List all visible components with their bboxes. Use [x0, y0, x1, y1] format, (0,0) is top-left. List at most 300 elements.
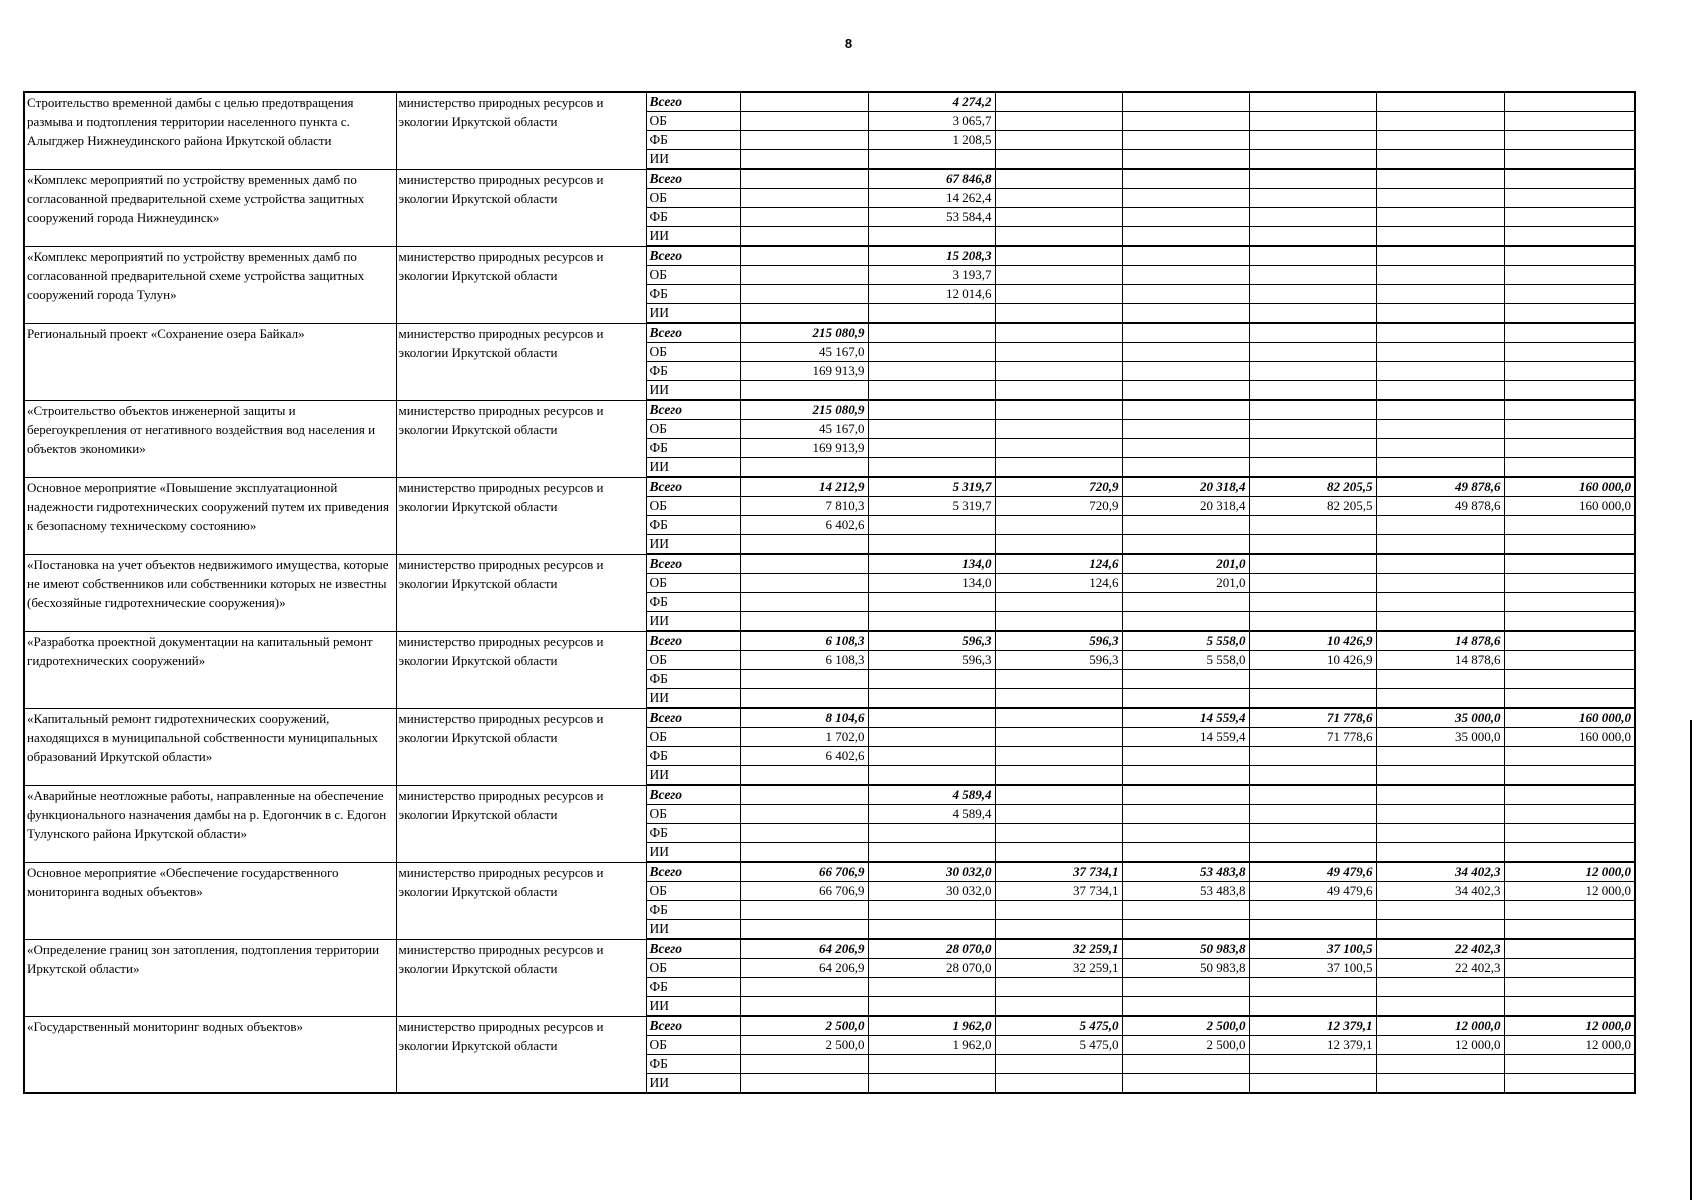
amount-cell: 5 558,0 [1122, 651, 1249, 670]
amount-cell [1122, 593, 1249, 612]
amount-cell [1249, 843, 1376, 863]
funding-source-cell: ОБ [646, 959, 740, 978]
amount-cell [868, 978, 995, 997]
amount-cell: 49 878,6 [1376, 477, 1504, 497]
amount-cell [868, 227, 995, 247]
funding-source-cell: ИИ [646, 997, 740, 1017]
activity-name-cell: «Определение границ зон затопления, подтопления территории Иркутской области» [24, 939, 396, 1016]
amount-cell: 82 205,5 [1249, 477, 1376, 497]
amount-cell [1504, 266, 1635, 285]
amount-cell [1122, 227, 1249, 247]
funding-source-cell: ОБ [646, 497, 740, 516]
amount-cell [740, 458, 868, 478]
amount-cell [1504, 381, 1635, 401]
amount-cell: 134,0 [868, 554, 995, 574]
amount-cell [1376, 189, 1504, 208]
table-row [24, 1016, 1635, 1036]
activity-name-cell: Региональный проект «Сохранение озера Байкал» [24, 323, 396, 400]
amount-cell [1249, 189, 1376, 208]
amount-cell [995, 246, 1122, 266]
funding-source-cell: ОБ [646, 882, 740, 901]
amount-cell [1122, 304, 1249, 324]
funding-source-cell: Всего [646, 631, 740, 651]
amount-cell [1122, 246, 1249, 266]
amount-cell [868, 323, 995, 343]
amount-cell [1122, 824, 1249, 843]
activity-name-cell: Основное мероприятие «Обеспечение государственного мониторинга водных объектов» [24, 862, 396, 939]
amount-cell [1504, 400, 1635, 420]
amount-cell: 49 479,6 [1249, 862, 1376, 882]
funding-source-cell: Всего [646, 323, 740, 343]
amount-cell: 66 706,9 [740, 882, 868, 901]
amount-cell: 596,3 [868, 631, 995, 651]
funding-source-cell: ИИ [646, 304, 740, 324]
amount-cell [868, 458, 995, 478]
amount-cell [740, 785, 868, 805]
amount-cell [1122, 131, 1249, 150]
amount-cell [995, 381, 1122, 401]
funding-source-cell: Всего [646, 939, 740, 959]
amount-cell [995, 362, 1122, 381]
table-row [24, 169, 1635, 189]
amount-cell [1249, 246, 1376, 266]
amount-cell [1376, 266, 1504, 285]
amount-cell [1376, 535, 1504, 555]
table-row [24, 477, 1635, 497]
amount-cell: 37 734,1 [995, 882, 1122, 901]
budget-table [23, 91, 1636, 1094]
amount-cell [740, 266, 868, 285]
amount-cell: 10 426,9 [1249, 631, 1376, 651]
amount-cell [740, 593, 868, 612]
amount-cell: 45 167,0 [740, 420, 868, 439]
amount-cell: 71 778,6 [1249, 728, 1376, 747]
amount-cell: 160 000,0 [1504, 708, 1635, 728]
amount-cell [1376, 362, 1504, 381]
responsible-executor-cell: министерство природных ресурсов и экологии Иркутской области [396, 554, 646, 631]
amount-cell [1249, 766, 1376, 786]
amount-cell [868, 824, 995, 843]
funding-source-cell: Всего [646, 92, 740, 112]
amount-cell [1249, 208, 1376, 227]
amount-cell: 1 962,0 [868, 1016, 995, 1036]
amount-cell: 37 100,5 [1249, 959, 1376, 978]
amount-cell [1249, 381, 1376, 401]
amount-cell: 50 983,8 [1122, 939, 1249, 959]
amount-cell [995, 785, 1122, 805]
amount-cell [1122, 323, 1249, 343]
funding-source-cell: ИИ [646, 920, 740, 940]
amount-cell [1376, 554, 1504, 574]
amount-cell [1122, 400, 1249, 420]
amount-cell: 169 913,9 [740, 362, 868, 381]
amount-cell: 6 108,3 [740, 631, 868, 651]
funding-source-cell: Всего [646, 169, 740, 189]
activity-name-cell: «Капитальный ремонт гидротехнических сооружений, находящихся в муниципальной собственности муниципальных образований Иркутской области» [24, 708, 396, 785]
amount-cell [1249, 689, 1376, 709]
amount-cell [1504, 670, 1635, 689]
amount-cell: 64 206,9 [740, 939, 868, 959]
amount-cell [1376, 169, 1504, 189]
amount-cell [995, 169, 1122, 189]
amount-cell: 5 319,7 [868, 497, 995, 516]
amount-cell [1504, 246, 1635, 266]
amount-cell [995, 824, 1122, 843]
funding-source-cell: ИИ [646, 766, 740, 786]
amount-cell [1504, 362, 1635, 381]
amount-cell [1249, 612, 1376, 632]
amount-cell: 720,9 [995, 477, 1122, 497]
amount-cell: 12 000,0 [1504, 862, 1635, 882]
amount-cell: 15 208,3 [868, 246, 995, 266]
table-row [24, 554, 1635, 574]
amount-cell [1376, 304, 1504, 324]
amount-cell [1376, 920, 1504, 940]
amount-cell [1249, 400, 1376, 420]
amount-cell [1376, 400, 1504, 420]
amount-cell [1249, 169, 1376, 189]
amount-cell [1122, 978, 1249, 997]
amount-cell [740, 574, 868, 593]
amount-cell [1249, 1055, 1376, 1074]
amount-cell [1504, 420, 1635, 439]
amount-cell: 28 070,0 [868, 939, 995, 959]
amount-cell [1376, 227, 1504, 247]
amount-cell [995, 131, 1122, 150]
amount-cell [868, 728, 995, 747]
amount-cell [1504, 439, 1635, 458]
funding-source-cell: ФБ [646, 901, 740, 920]
activity-name-cell: «Комплекс мероприятий по устройству временных дамб по согласованной предварительной схеме устройства защитных сооружений города Тулун» [24, 246, 396, 323]
funding-source-cell: ИИ [646, 381, 740, 401]
amount-cell [1376, 901, 1504, 920]
amount-cell [1249, 535, 1376, 555]
amount-cell [995, 747, 1122, 766]
activity-name-cell: «Аварийные неотложные работы, направленные на обеспечение функционального назначения дамбы на р. Едогончик в с. Едогон Тулунского района Иркутской области» [24, 785, 396, 862]
amount-cell [995, 612, 1122, 632]
amount-cell [1504, 939, 1635, 959]
amount-cell [1504, 920, 1635, 940]
amount-cell: 22 402,3 [1376, 959, 1504, 978]
amount-cell: 45 167,0 [740, 343, 868, 362]
responsible-executor-cell: министерство природных ресурсов и экологии Иркутской области [396, 1016, 646, 1093]
amount-cell: 160 000,0 [1504, 477, 1635, 497]
amount-cell [868, 593, 995, 612]
amount-cell [1249, 554, 1376, 574]
amount-cell: 53 483,8 [1122, 882, 1249, 901]
amount-cell [1249, 805, 1376, 824]
amount-cell [1376, 1074, 1504, 1094]
amount-cell [995, 708, 1122, 728]
amount-cell [995, 516, 1122, 535]
amount-cell: 2 500,0 [1122, 1036, 1249, 1055]
amount-cell [1376, 439, 1504, 458]
amount-cell: 37 100,5 [1249, 939, 1376, 959]
amount-cell [740, 766, 868, 786]
amount-cell [1376, 131, 1504, 150]
amount-cell [1249, 343, 1376, 362]
funding-source-cell: ИИ [646, 689, 740, 709]
amount-cell [868, 420, 995, 439]
amount-cell: 14 212,9 [740, 477, 868, 497]
amount-cell: 14 878,6 [1376, 631, 1504, 651]
amount-cell [1122, 92, 1249, 112]
amount-cell [1122, 439, 1249, 458]
amount-cell [1122, 1055, 1249, 1074]
funding-source-cell: ОБ [646, 805, 740, 824]
amount-cell: 12 014,6 [868, 285, 995, 304]
amount-cell [1504, 997, 1635, 1017]
amount-cell: 37 734,1 [995, 862, 1122, 882]
funding-source-cell: ФБ [646, 1055, 740, 1074]
amount-cell [995, 1074, 1122, 1094]
amount-cell [1122, 920, 1249, 940]
amount-cell [740, 920, 868, 940]
amount-cell [1376, 150, 1504, 170]
amount-cell: 4 589,4 [868, 785, 995, 805]
amount-cell [995, 593, 1122, 612]
amount-cell [1122, 997, 1249, 1017]
amount-cell: 14 559,4 [1122, 728, 1249, 747]
funding-source-cell: Всего [646, 554, 740, 574]
amount-cell [1504, 593, 1635, 612]
amount-cell: 124,6 [995, 554, 1122, 574]
amount-cell: 2 500,0 [1122, 1016, 1249, 1036]
amount-cell [1504, 343, 1635, 362]
amount-cell [1122, 843, 1249, 863]
funding-source-cell: ФБ [646, 670, 740, 689]
amount-cell [1249, 131, 1376, 150]
amount-cell [1122, 169, 1249, 189]
amount-cell [1122, 766, 1249, 786]
amount-cell: 1 962,0 [868, 1036, 995, 1055]
table-row [24, 631, 1635, 651]
amount-cell: 28 070,0 [868, 959, 995, 978]
funding-source-cell: ОБ [646, 728, 740, 747]
amount-cell: 2 500,0 [740, 1016, 868, 1036]
amount-cell [868, 766, 995, 786]
amount-cell: 32 259,1 [995, 939, 1122, 959]
amount-cell [740, 824, 868, 843]
amount-cell [1376, 805, 1504, 824]
funding-source-cell: ОБ [646, 189, 740, 208]
amount-cell [1122, 381, 1249, 401]
amount-cell [1249, 824, 1376, 843]
amount-cell: 12 000,0 [1504, 882, 1635, 901]
amount-cell [1504, 169, 1635, 189]
amount-cell [1249, 1074, 1376, 1094]
amount-cell [1249, 574, 1376, 593]
amount-cell [1376, 593, 1504, 612]
amount-cell: 22 402,3 [1376, 939, 1504, 959]
amount-cell [1376, 997, 1504, 1017]
amount-cell [1249, 92, 1376, 112]
amount-cell: 3 065,7 [868, 112, 995, 131]
amount-cell [1122, 362, 1249, 381]
amount-cell [1249, 362, 1376, 381]
amount-cell [1504, 978, 1635, 997]
amount-cell: 10 426,9 [1249, 651, 1376, 670]
amount-cell [868, 670, 995, 689]
amount-cell [1122, 516, 1249, 535]
amount-cell: 215 080,9 [740, 400, 868, 420]
responsible-executor-cell: министерство природных ресурсов и экологии Иркутской области [396, 92, 646, 169]
funding-source-cell: ОБ [646, 266, 740, 285]
amount-cell [995, 901, 1122, 920]
amount-cell [1504, 516, 1635, 535]
amount-cell [1376, 516, 1504, 535]
amount-cell [1249, 439, 1376, 458]
table-row [24, 246, 1635, 266]
responsible-executor-cell: министерство природных ресурсов и экологии Иркутской области [396, 785, 646, 862]
funding-source-cell: ФБ [646, 516, 740, 535]
page-number: 8 [844, 36, 853, 51]
amount-cell [868, 516, 995, 535]
amount-cell [1504, 323, 1635, 343]
amount-cell [740, 535, 868, 555]
funding-source-cell: ОБ [646, 112, 740, 131]
responsible-executor-cell: министерство природных ресурсов и экологии Иркутской области [396, 400, 646, 477]
amount-cell: 201,0 [1122, 574, 1249, 593]
funding-source-cell: Всего [646, 862, 740, 882]
responsible-executor-cell: министерство природных ресурсов и экологии Иркутской области [396, 708, 646, 785]
amount-cell [868, 150, 995, 170]
amount-cell [868, 1074, 995, 1094]
amount-cell [868, 901, 995, 920]
amount-cell: 5 558,0 [1122, 631, 1249, 651]
amount-cell [1122, 1074, 1249, 1094]
amount-cell [1376, 1055, 1504, 1074]
amount-cell: 49 479,6 [1249, 882, 1376, 901]
amount-cell [868, 535, 995, 555]
responsible-executor-cell: министерство природных ресурсов и экологии Иркутской области [396, 477, 646, 554]
amount-cell: 34 402,3 [1376, 862, 1504, 882]
amount-cell [740, 997, 868, 1017]
activity-name-cell: Основное мероприятие «Повышение эксплуатационной надежности гидротехнических сооружений путем их приведения к безопасному техническому состоянию» [24, 477, 396, 554]
amount-cell [1376, 747, 1504, 766]
amount-cell [1122, 343, 1249, 362]
amount-cell [1376, 574, 1504, 593]
amount-cell [740, 227, 868, 247]
amount-cell [1504, 747, 1635, 766]
amount-cell: 201,0 [1122, 554, 1249, 574]
amount-cell [868, 997, 995, 1017]
amount-cell [995, 285, 1122, 304]
amount-cell [740, 131, 868, 150]
amount-cell [740, 246, 868, 266]
amount-cell [868, 381, 995, 401]
funding-source-cell: ОБ [646, 343, 740, 362]
amount-cell [1376, 843, 1504, 863]
amount-cell [995, 843, 1122, 863]
amount-cell [1504, 651, 1635, 670]
amount-cell [1122, 612, 1249, 632]
amount-cell: 2 500,0 [740, 1036, 868, 1055]
amount-cell [1122, 266, 1249, 285]
amount-cell: 20 318,4 [1122, 497, 1249, 516]
amount-cell [1504, 766, 1635, 786]
amount-cell [1504, 112, 1635, 131]
amount-cell [868, 343, 995, 362]
amount-cell [1504, 189, 1635, 208]
amount-cell [868, 843, 995, 863]
amount-cell: 596,3 [995, 651, 1122, 670]
amount-cell: 160 000,0 [1504, 497, 1635, 516]
amount-cell [1122, 420, 1249, 439]
table-row [24, 939, 1635, 959]
amount-cell: 5 475,0 [995, 1036, 1122, 1055]
amount-cell [1376, 785, 1504, 805]
amount-cell [740, 978, 868, 997]
amount-cell [1504, 824, 1635, 843]
amount-cell [1504, 535, 1635, 555]
amount-cell: 71 778,6 [1249, 708, 1376, 728]
activity-name-cell: «Разработка проектной документации на капитальный ремонт гидротехнических сооружений» [24, 631, 396, 708]
amount-cell [1504, 92, 1635, 112]
amount-cell: 67 846,8 [868, 169, 995, 189]
funding-source-cell: ИИ [646, 843, 740, 863]
amount-cell [995, 227, 1122, 247]
amount-cell: 1 702,0 [740, 728, 868, 747]
amount-cell [1249, 670, 1376, 689]
amount-cell [1504, 689, 1635, 709]
amount-cell [1504, 285, 1635, 304]
amount-cell [995, 535, 1122, 555]
responsible-executor-cell: министерство природных ресурсов и экологии Иркутской области [396, 169, 646, 246]
amount-cell [1504, 631, 1635, 651]
amount-cell [1249, 458, 1376, 478]
amount-cell [868, 439, 995, 458]
amount-cell [740, 843, 868, 863]
amount-cell [1504, 785, 1635, 805]
amount-cell: 53 483,8 [1122, 862, 1249, 882]
amount-cell [995, 266, 1122, 285]
amount-cell: 169 913,9 [740, 439, 868, 458]
amount-cell [740, 92, 868, 112]
amount-cell [1122, 189, 1249, 208]
amount-cell [740, 554, 868, 574]
amount-cell [1504, 554, 1635, 574]
amount-cell [868, 747, 995, 766]
scan-edge-line [1690, 720, 1692, 1200]
amount-cell [1376, 612, 1504, 632]
table-row [24, 323, 1635, 343]
amount-cell [995, 92, 1122, 112]
amount-cell [1504, 208, 1635, 227]
amount-cell [995, 343, 1122, 362]
amount-cell: 49 878,6 [1376, 497, 1504, 516]
amount-cell: 82 205,5 [1249, 497, 1376, 516]
amount-cell [1122, 901, 1249, 920]
funding-source-cell: Всего [646, 708, 740, 728]
funding-source-cell: ФБ [646, 824, 740, 843]
amount-cell [1122, 285, 1249, 304]
amount-cell [1504, 458, 1635, 478]
amount-cell [1376, 343, 1504, 362]
amount-cell: 5 319,7 [868, 477, 995, 497]
amount-cell [1249, 593, 1376, 612]
amount-cell: 160 000,0 [1504, 728, 1635, 747]
amount-cell [740, 169, 868, 189]
amount-cell [1504, 1074, 1635, 1094]
amount-cell [1504, 227, 1635, 247]
table-row [24, 400, 1635, 420]
amount-cell [740, 805, 868, 824]
amount-cell [1504, 304, 1635, 324]
amount-cell [995, 304, 1122, 324]
amount-cell: 12 000,0 [1376, 1016, 1504, 1036]
amount-cell [868, 304, 995, 324]
